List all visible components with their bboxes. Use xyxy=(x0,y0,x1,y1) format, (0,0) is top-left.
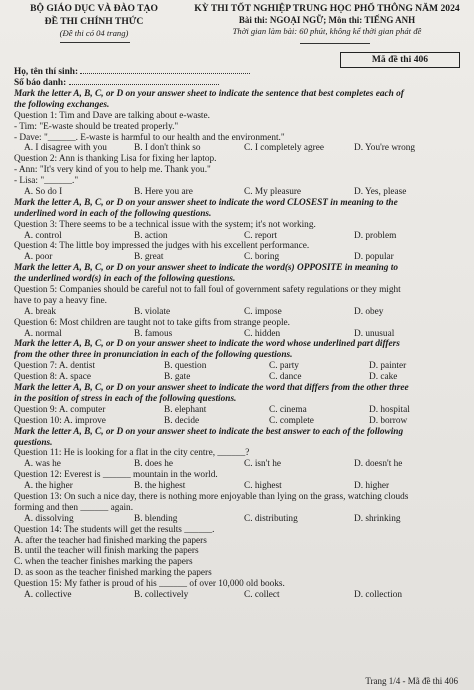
answer-option[interactable]: C. complete xyxy=(269,415,314,426)
answer-option[interactable]: B. Here you are xyxy=(134,187,193,198)
answer-option[interactable]: A. was he xyxy=(24,459,61,470)
answer-option[interactable]: A. dissolving xyxy=(24,513,74,524)
answer-option[interactable]: B. the highest xyxy=(134,481,186,492)
answer-option[interactable]: D. higher xyxy=(354,481,390,492)
answer-options xyxy=(14,143,462,154)
answer-option[interactable]: D. painter xyxy=(369,361,407,372)
answer-option[interactable]: D. collection xyxy=(354,589,403,600)
answer-option[interactable]: Question 9: A. computer xyxy=(14,404,106,415)
question-stem: Question 4: The little boy impressed the judges with his excellent performance. xyxy=(14,241,310,252)
answer-options xyxy=(14,329,462,340)
answer-options xyxy=(14,372,462,383)
answer-options xyxy=(14,405,462,416)
section-instruction: Mark the letter A, B, C, or D on your answer sheet to indicate the sentence that best completes each of xyxy=(14,89,404,99)
answer-option[interactable]: B. great xyxy=(134,252,164,263)
question-text: C. when the teacher finishes marking the papers xyxy=(14,557,193,568)
answer-option[interactable]: C. boring xyxy=(244,252,280,263)
answer-options xyxy=(14,361,462,372)
answer-options xyxy=(14,231,462,242)
section-instruction: Mark the letter A, B, C, or D on your answer sheet to indicate the word that differs from the other three xyxy=(14,383,409,394)
official-label: ĐỀ THI CHÍNH THỨC xyxy=(44,15,144,27)
answer-option[interactable]: B. famous xyxy=(134,328,173,339)
divider xyxy=(60,42,130,43)
answer-option[interactable]: C. party xyxy=(269,361,299,372)
question-text: - Dave: "______. E-waste is harmful to our health and the environment." xyxy=(14,132,285,143)
question-stem: Question 3: There seems to be a technical issue with the system; it's not working. xyxy=(14,219,316,230)
answer-option[interactable]: C. highest xyxy=(244,481,282,492)
answer-option[interactable]: D. doesn't he xyxy=(354,459,403,470)
question-text: B. until the teacher will finish marking the papers xyxy=(14,546,199,557)
answer-option[interactable]: C. collect xyxy=(244,589,280,600)
header-right xyxy=(186,4,468,37)
question-text: A. after the teacher had finished marking the papers xyxy=(14,535,207,546)
name-dots xyxy=(80,66,250,74)
answer-options xyxy=(14,252,462,263)
answer-option[interactable]: C. cinema xyxy=(269,404,307,415)
answer-options xyxy=(14,514,462,525)
answer-option[interactable]: B. blending xyxy=(134,513,178,524)
answer-option[interactable]: Question 7: A. dentist xyxy=(14,361,96,372)
header-left xyxy=(14,4,174,39)
answer-option[interactable]: D. popular xyxy=(354,252,394,263)
answer-option[interactable]: C. isn't he xyxy=(244,459,282,470)
student-id-label: Số báo danh: xyxy=(14,78,67,88)
question-stem: Question 13: On such a nice day, there is nothing more enjoyable than lying on the grass, watching clouds xyxy=(14,491,409,502)
exam-code-box: Mã đề thi 406 xyxy=(340,52,460,68)
question-stem: Question 12: Everest is ______ mountain in the world. xyxy=(14,470,218,481)
answer-option[interactable]: A. break xyxy=(24,306,57,317)
answer-option[interactable]: A. control xyxy=(24,230,62,241)
page-footer: Trang 1/4 - Mã đề thi 406 xyxy=(365,676,458,686)
answer-option[interactable]: C. report xyxy=(244,230,278,241)
question-text: D. as soon as the teacher finished marking the papers xyxy=(14,568,212,579)
answer-option[interactable]: D. obey xyxy=(354,306,384,317)
student-name-line xyxy=(14,66,250,77)
exam-title: KỲ THI TỐT NGHIỆP TRUNG HỌC PHỔ THÔNG NĂM 2024 xyxy=(194,3,460,14)
answer-option[interactable]: C. impose xyxy=(244,306,282,317)
ministry-name: BỘ GIÁO DỤC VÀ ĐÀO TẠO xyxy=(30,3,158,14)
answer-option[interactable]: Question 8: A. space xyxy=(14,372,91,383)
answer-option[interactable]: Question 10: A. improve xyxy=(14,415,106,426)
answer-option[interactable]: A. So do I xyxy=(24,187,63,198)
answer-option[interactable]: B. decide xyxy=(164,415,200,426)
answer-option[interactable]: B. gate xyxy=(164,372,191,383)
question-text: have to pay a heavy fine. xyxy=(14,295,107,306)
section-instruction: the underlined word(s) in each of the following questions. xyxy=(14,274,236,285)
answer-option[interactable]: C. I completely agree xyxy=(244,143,325,154)
answer-option[interactable]: D. problem xyxy=(354,230,397,241)
question-text: - Lisa: "______." xyxy=(14,176,79,187)
answer-option[interactable]: B. elephant xyxy=(164,404,207,415)
answer-option[interactable]: B. collectively xyxy=(134,589,189,600)
answer-options xyxy=(14,590,462,601)
section-instruction: from the other three in pronunciation in each of the following questions. xyxy=(14,350,293,361)
question-text: - Ann: "It's very kind of you to help me. Thank you." xyxy=(14,165,211,176)
answer-option[interactable]: B. question xyxy=(164,361,207,372)
answer-options xyxy=(14,416,462,427)
question-stem: Question 11: He is looking for a flat in the city centre, ______? xyxy=(14,448,250,459)
answer-option[interactable]: C. My pleasure xyxy=(244,187,302,198)
section-instruction: Mark the letter A, B, C, or D on your answer sheet to indicate the word whose underlined part differs xyxy=(14,339,400,350)
answer-options xyxy=(14,459,462,470)
answer-option[interactable]: A. collective xyxy=(24,589,72,600)
question-stem: Question 2: Ann is thanking Lisa for fixing her laptop. xyxy=(14,154,217,165)
answer-option[interactable]: D. You're wrong xyxy=(354,143,416,154)
answer-option[interactable]: C. hidden xyxy=(244,328,281,339)
section-instruction: questions. xyxy=(14,437,53,448)
answer-option[interactable]: B. action xyxy=(134,230,168,241)
answer-option[interactable]: C. distributing xyxy=(244,513,298,524)
question-text: forming and then ______ again. xyxy=(14,502,134,513)
section-instruction: underlined word in each of the following questions. xyxy=(14,208,212,219)
answer-option[interactable]: D. shrinking xyxy=(354,513,401,524)
time-line: Thời gian làm bài: 60 phút, không kể thời gian phát đề xyxy=(232,25,422,36)
answer-option[interactable]: A. I disagree with you xyxy=(24,143,107,154)
question-list xyxy=(14,89,462,601)
question-text: - Tim: "E-waste should be treated properly." xyxy=(14,121,179,132)
section-instruction: Mark the letter A, B, C, or D on your answer sheet to indicate the word(s) OPPOSITE in meaning to xyxy=(14,263,398,274)
section-instruction: the following exchanges. xyxy=(14,99,110,110)
subject-line: Bài thi: NGOẠI NGỮ; Môn thi: TIẾNG ANH xyxy=(238,14,416,25)
answer-option[interactable]: A. normal xyxy=(24,328,62,339)
answer-option[interactable]: B. does he xyxy=(134,459,173,470)
answer-option[interactable]: B. I don't think so xyxy=(134,143,201,154)
question-stem: Question 15: My father is proud of his ______ of over 10,000 old books. xyxy=(14,579,285,590)
section-instruction: in the position of stress in each of the following questions. xyxy=(14,393,237,404)
question-stem: Question 14: The students will get the results ______. xyxy=(14,524,215,535)
answer-options xyxy=(14,187,462,198)
answer-option[interactable]: D. unusual xyxy=(354,328,395,339)
answer-options xyxy=(14,481,462,492)
section-instruction: Mark the letter A, B, C, or D on your answer sheet to indicate the best answer to each of the following xyxy=(14,426,404,437)
student-id-line xyxy=(14,77,219,88)
student-name-label: Họ, tên thí sinh: xyxy=(14,67,79,77)
answer-option[interactable]: D. Yes, please xyxy=(354,187,407,198)
question-stem: Question 5: Companies should be careful not to fall foul of government safety regulations or they might xyxy=(14,285,401,296)
answer-option[interactable]: C. dance xyxy=(269,372,302,383)
id-dots xyxy=(69,77,219,85)
section-instruction: Mark the letter A, B, C, or D on your answer sheet to indicate the word CLOSEST in meaning to the xyxy=(14,197,398,208)
page-count: (Đề thi có 04 trang) xyxy=(59,27,129,38)
answer-option[interactable]: A. poor xyxy=(24,252,53,263)
question-stem: Question 6: Most children are taught not to take gifts from strange people. xyxy=(14,317,291,328)
answer-option[interactable]: A. the higher xyxy=(24,481,73,492)
answer-option[interactable]: D. hospital xyxy=(369,404,410,415)
answer-option[interactable]: D. borrow xyxy=(369,415,408,426)
answer-option[interactable]: B. violate xyxy=(134,306,171,317)
divider xyxy=(300,43,370,44)
answer-options xyxy=(14,307,462,318)
question-stem: Question 1: Tim and Dave are talking about e-waste. xyxy=(14,110,210,121)
answer-option[interactable]: D. cake xyxy=(369,372,398,383)
